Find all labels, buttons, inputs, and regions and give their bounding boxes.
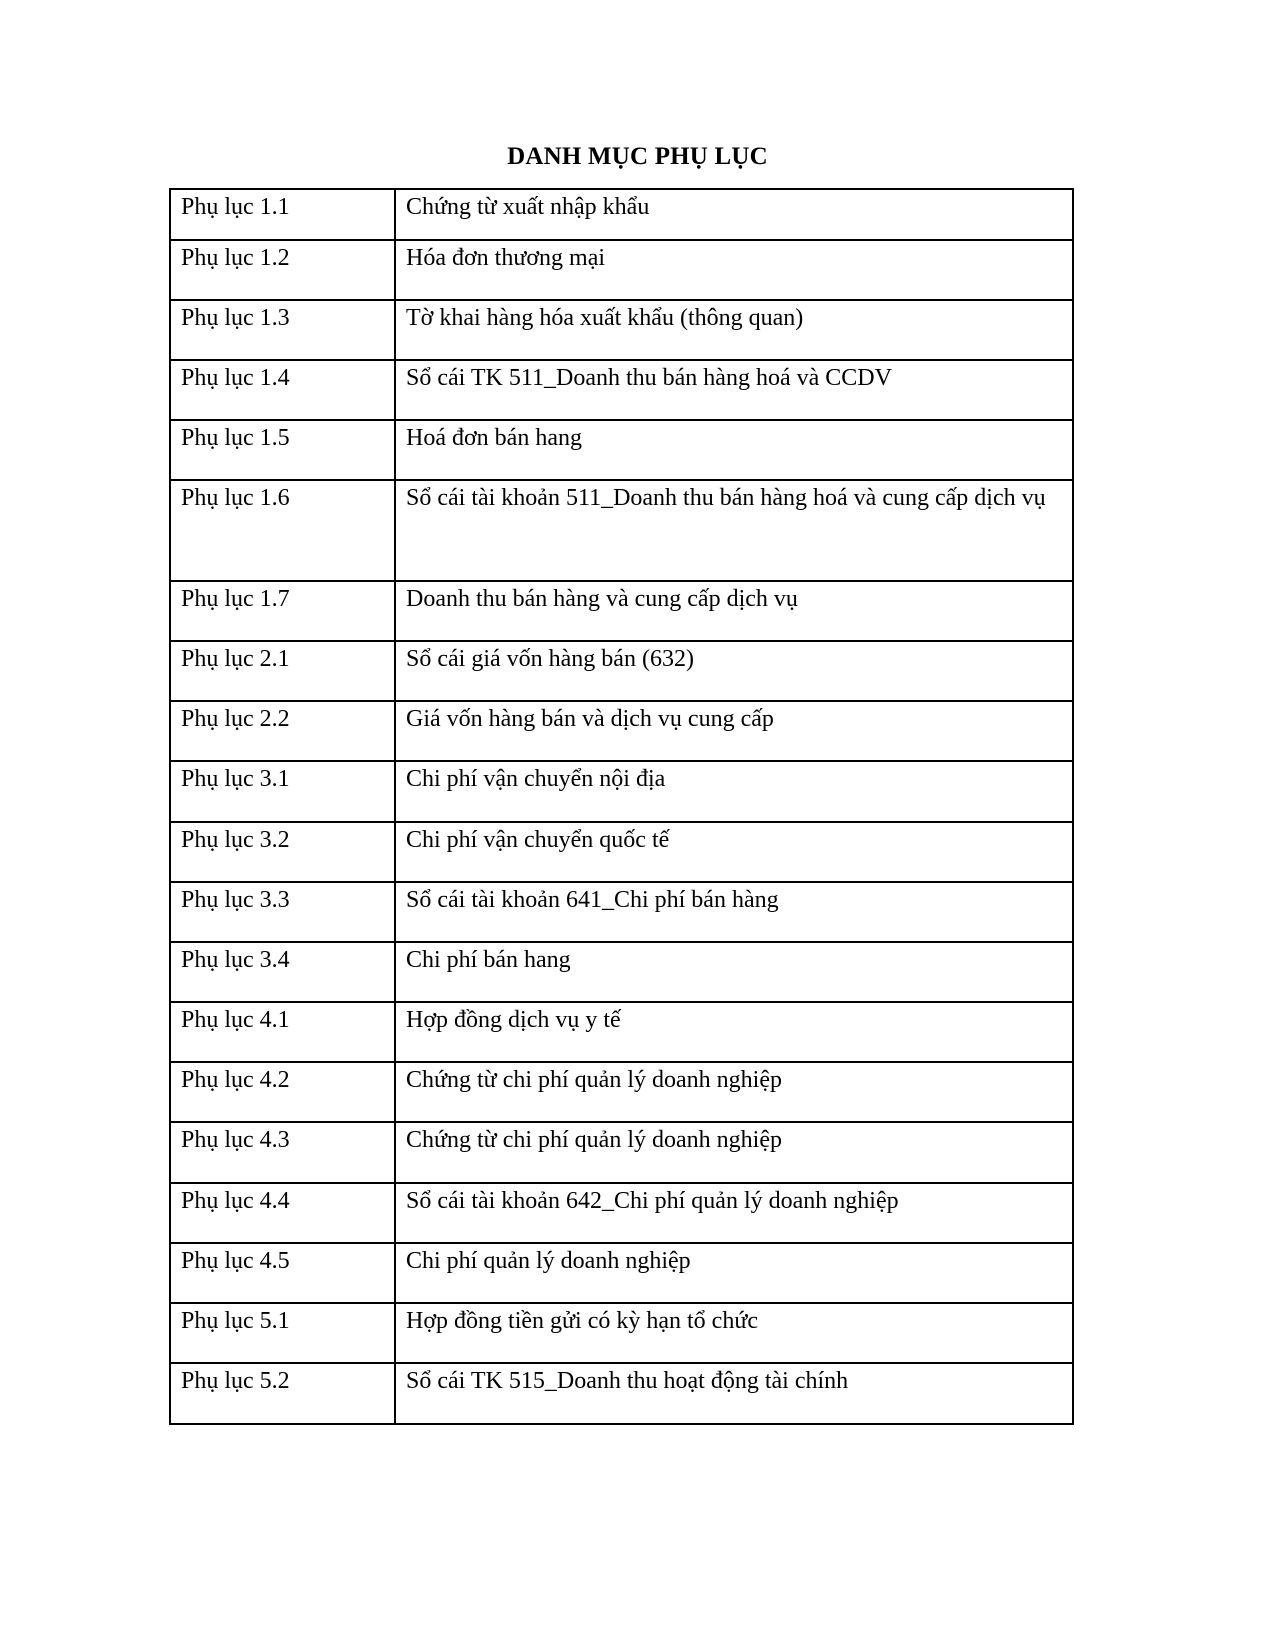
appendix-code: Phụ lục 2.2 bbox=[170, 701, 395, 761]
page-title: DANH MỤC PHỤ LỤC bbox=[507, 143, 768, 170]
appendix-code: Phụ lục 4.4 bbox=[170, 1183, 395, 1243]
appendix-code: Phụ lục 1.6 bbox=[170, 480, 395, 581]
appendix-description: Chi phí vận chuyển quốc tế bbox=[395, 822, 1073, 882]
table-row bbox=[170, 240, 1073, 300]
appendix-description: Hoá đơn bán hang bbox=[395, 420, 1073, 480]
appendix-description: Chứng từ xuất nhập khẩu bbox=[395, 189, 1073, 240]
appendix-description: Sổ cái TK 511_Doanh thu bán hàng hoá và CCDV bbox=[395, 360, 1073, 420]
appendix-description: Hợp đồng dịch vụ y tế bbox=[395, 1002, 1073, 1062]
table-row bbox=[170, 641, 1073, 701]
appendix-code: Phụ lục 1.3 bbox=[170, 300, 395, 360]
appendix-code: Phụ lục 3.2 bbox=[170, 822, 395, 882]
appendix-code: Phụ lục 1.2 bbox=[170, 240, 395, 300]
appendix-code: Phụ lục 1.4 bbox=[170, 360, 395, 420]
appendix-code: Phụ lục 5.2 bbox=[170, 1363, 395, 1424]
table-row bbox=[170, 1363, 1073, 1424]
appendix-description: Doanh thu bán hàng và cung cấp dịch vụ bbox=[395, 581, 1073, 641]
table-row bbox=[170, 581, 1073, 641]
table-row bbox=[170, 1183, 1073, 1243]
table-row bbox=[170, 420, 1073, 480]
appendix-code: Phụ lục 4.5 bbox=[170, 1243, 395, 1303]
table-row bbox=[170, 189, 1073, 240]
table-row bbox=[170, 480, 1073, 581]
appendix-code: Phụ lục 3.4 bbox=[170, 942, 395, 1002]
appendix-description: Giá vốn hàng bán và dịch vụ cung cấp bbox=[395, 701, 1073, 761]
appendix-description: Sổ cái tài khoản 511_Doanh thu bán hàng hoá và cung cấp dịch vụ bbox=[395, 480, 1073, 581]
appendix-code: Phụ lục 4.3 bbox=[170, 1122, 395, 1183]
appendix-description: Chi phí bán hang bbox=[395, 942, 1073, 1002]
table-row bbox=[170, 942, 1073, 1002]
table-row bbox=[170, 822, 1073, 882]
appendix-description: Sổ cái giá vốn hàng bán (632) bbox=[395, 641, 1073, 701]
table-row bbox=[170, 1002, 1073, 1062]
table-row bbox=[170, 882, 1073, 942]
appendix-description: Chi phí quản lý doanh nghiệp bbox=[395, 1243, 1073, 1303]
appendix-code: Phụ lục 1.5 bbox=[170, 420, 395, 480]
table-row bbox=[170, 761, 1073, 822]
table-row bbox=[170, 1062, 1073, 1122]
appendix-code: Phụ lục 3.1 bbox=[170, 761, 395, 822]
appendix-description: Hợp đồng tiền gửi có kỳ hạn tổ chức bbox=[395, 1303, 1073, 1363]
appendix-code: Phụ lục 4.1 bbox=[170, 1002, 395, 1062]
table-row bbox=[170, 360, 1073, 420]
table-row bbox=[170, 1122, 1073, 1183]
appendix-code: Phụ lục 2.1 bbox=[170, 641, 395, 701]
appendix-table bbox=[169, 188, 1074, 1425]
appendix-description: Sổ cái TK 515_Doanh thu hoạt động tài chính bbox=[395, 1363, 1073, 1424]
appendix-description: Sổ cái tài khoản 642_Chi phí quản lý doanh nghiệp bbox=[395, 1183, 1073, 1243]
appendix-description: Hóa đơn thương mại bbox=[395, 240, 1073, 300]
appendix-description: Chi phí vận chuyển nội địa bbox=[395, 761, 1073, 822]
appendix-code: Phụ lục 4.2 bbox=[170, 1062, 395, 1122]
table-row bbox=[170, 701, 1073, 761]
table-row bbox=[170, 1303, 1073, 1363]
appendix-description: Sổ cái tài khoản 641_Chi phí bán hàng bbox=[395, 882, 1073, 942]
appendix-description: Chứng từ chi phí quản lý doanh nghiệp bbox=[395, 1122, 1073, 1183]
appendix-code: Phụ lục 1.7 bbox=[170, 581, 395, 641]
table-row bbox=[170, 1243, 1073, 1303]
table-row bbox=[170, 300, 1073, 360]
appendix-code: Phụ lục 1.1 bbox=[170, 189, 395, 240]
appendix-code: Phụ lục 3.3 bbox=[170, 882, 395, 942]
appendix-code: Phụ lục 5.1 bbox=[170, 1303, 395, 1363]
appendix-description: Chứng từ chi phí quản lý doanh nghiệp bbox=[395, 1062, 1073, 1122]
appendix-description: Tờ khai hàng hóa xuất khẩu (thông quan) bbox=[395, 300, 1073, 360]
